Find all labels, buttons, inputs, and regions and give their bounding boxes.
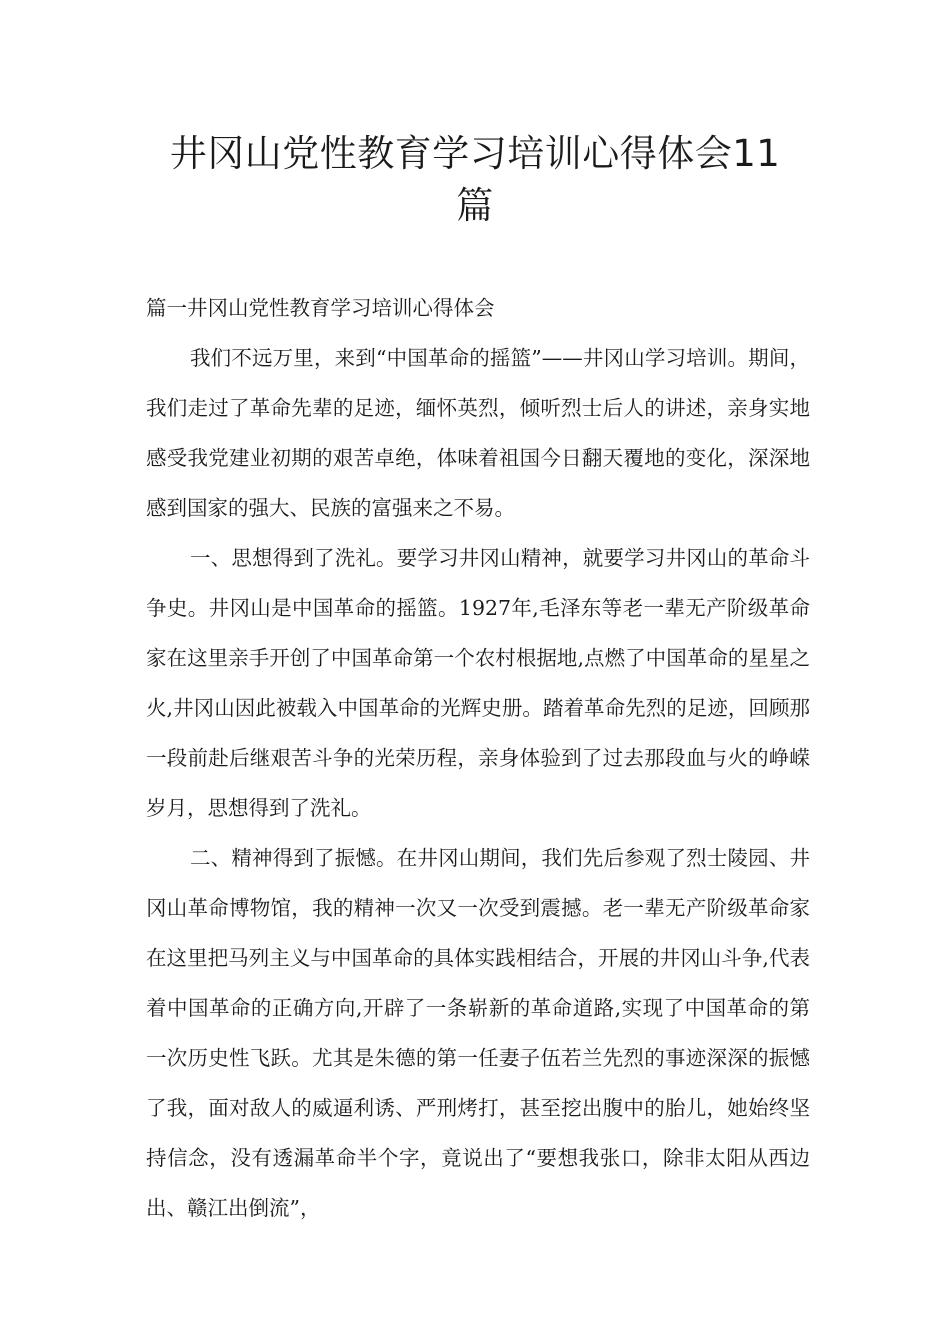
paragraph-intro: 我们不远万里，来到“中国革命的摇篮”——井冈山学习培训。期间，我们走过了革命先辈的足迹，缅怀英烈，倾听烈士后人的讲述，亲身实地感受我党建业初期的艰苦卓绝，体味着祖国今日翻天覆地的变化，深深地感到国家的强大、民族的富强来之不易。 <box>146 346 810 520</box>
document-title-line-1: 井冈山党性教育学习培训心得体会11 <box>169 132 781 175</box>
paragraph-section-one: 一、思想得到了洗礼。要学习井冈山精神，就要学习井冈山的革命斗争史。井冈山是中国革命的摇篮。1927年,毛泽东等老一辈无产阶级革命家在这里亲手开创了中国革命第一个农村根据地,点燃了中国革命的星星之火,井冈山因此被载入中国革命的光辉史册。踏着革命先烈的足迹，回顾那一段前赴后继艰苦斗争的光荣历程，亲身体验到了过去那段血与火的峥嵘岁月，思想得到了洗礼。 <box>146 546 810 820</box>
document-body <box>146 283 810 1233</box>
paragraph-section-two: 二、精神得到了振憾。在井冈山期间，我们先后参观了烈士陵园、井冈山革命博物馆，我的精神一次又一次受到震撼。老一辈无产阶级革命家在这里把马列主义与中国革命的具体实践相结合，开展的井冈山斗争,代表着中国革命的正确方向,开辟了一条崭新的革命道路,实现了中国革命的第一次历史性飞跃。尤其是朱德的第一任妻子伍若兰先烈的事迹深深的振憾了我，面对敌人的威逼利诱、严刑烤打，甚至挖出腹中的胎儿，她始终坚持信念，没有透漏革命半个字，竟说出了“要想我张口，除非太阳从西边出、赣江出倒流”， <box>146 846 810 1220</box>
document-title-line-2: 篇 <box>456 184 494 227</box>
section-subtitle: 篇一井冈山党性教育学习培训心得体会 <box>146 296 495 320</box>
document-title <box>150 128 800 232</box>
